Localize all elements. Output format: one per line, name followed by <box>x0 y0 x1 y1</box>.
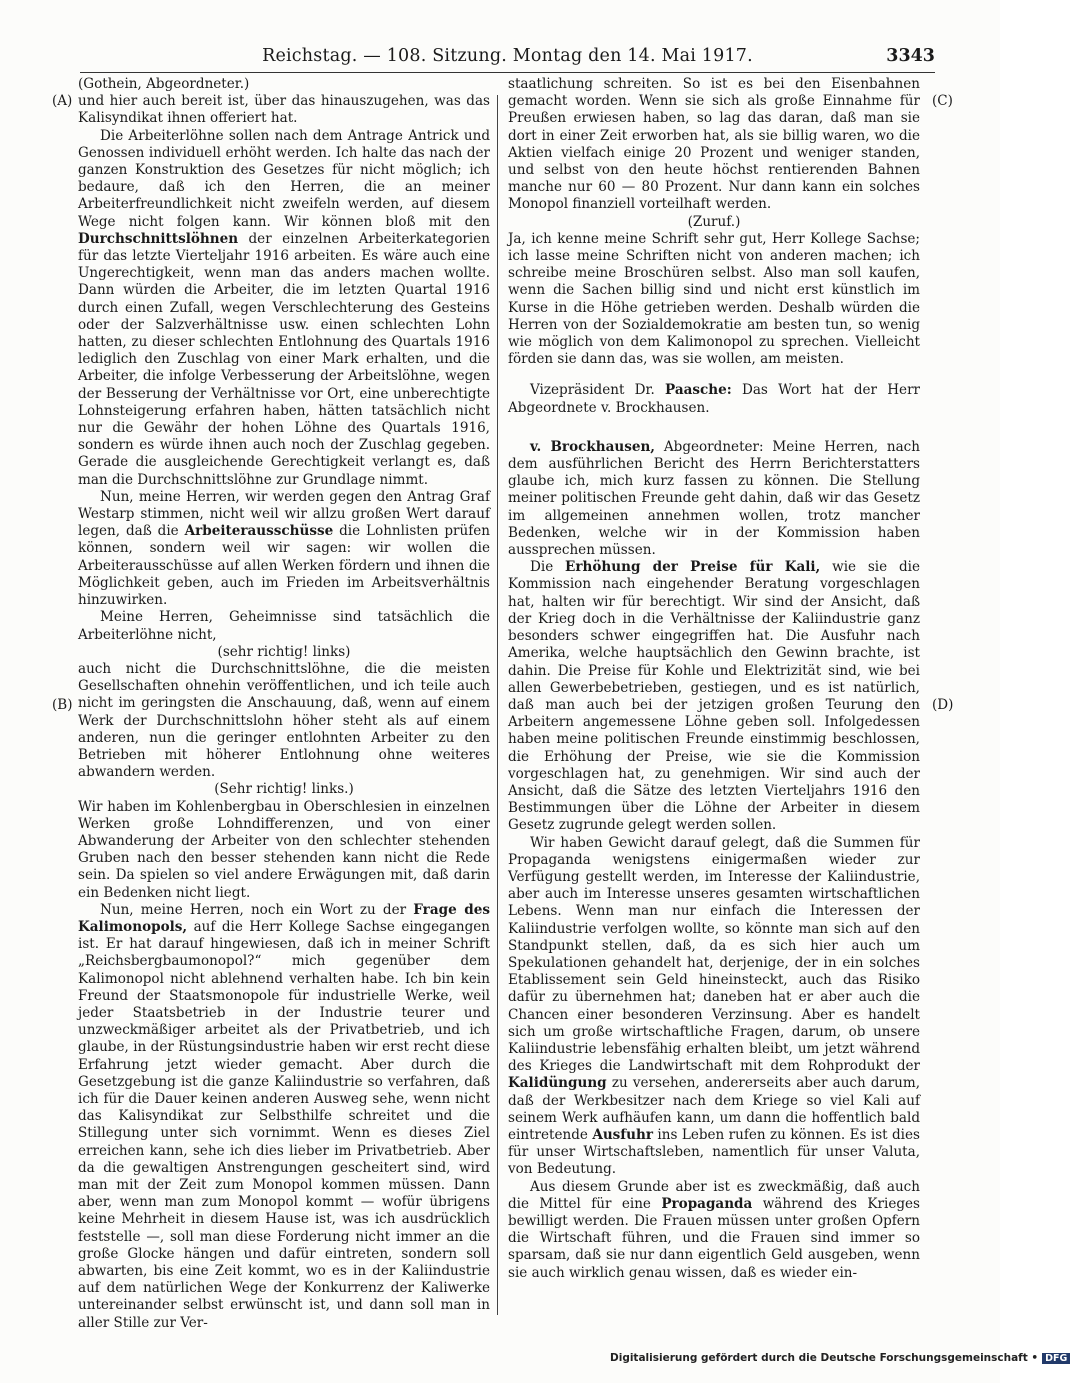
text-run: Aus diesem Grunde aber ist es zweckmäßig, daß auch die Mittel für eine <box>508 1178 920 1212</box>
paragraph <box>508 559 920 834</box>
text-run: Abgeordneter: Meine Herren, nach dem ausführlichen Bericht des Herrn Berichterstatters glaube ich, mich kurz fassen zu können. Die Stellung meiner politischen Freunde geht dahin, daß wir das Gesetz im allgemeinen annehmen wollen, trotz mancher Bedenken, welche wir in der Kommission haben aussprechen müssen. <box>508 438 920 559</box>
paragraph <box>508 1179 920 1282</box>
paragraph <box>78 902 490 1332</box>
paragraph <box>508 382 920 416</box>
emphasis: Durchschnittslöhnen <box>78 230 239 247</box>
text-run: Die Arbeiterlöhne sollen nach dem Antrage Antrick und Genossen individuell erhöht werden. Ich halte das nach der ganzen Konstruktion des Gesetzes für nicht möglich; ich bedaure, daß ich den Herren, die an meiner Arbeiterfreundlichkeit nicht zweifeln werden, auf diesem Wege nicht folgen kann. Wir können bloß mit den <box>78 127 490 230</box>
text-run: während des Krieges bewilligt werden. Die Frauen müssen unter großen Opfern die Wirtschaft führen, und die Frauen sind immer so sparsam, daß sie nur dann eigentlich Geld ausgeben, wenn sie auch wirklich genau wissen, daß es wieder ein- <box>508 1195 920 1281</box>
column-divider <box>497 95 498 1315</box>
paragraph: Ja, ich kenne meine Schrift sehr gut, Herr Kollege Sachse; ich lasse meine Schriften nicht von anderen machen; ich schreibe meine Broschüren selbst. Also man soll kaufen, wenn die Sachen billig sind und nicht erst künstlich im Kurse in die Höhe getrieben werden. Deshalb würden die Herren von der Sozialdemokratie am besten tun, so wenig wie möglich von dem Kalimonopol zu sprechen. Vielleicht förden sie dann das, was sie wollen, am meisten. <box>508 230 920 368</box>
page-header <box>80 44 935 70</box>
speaker-label: (Gothein, Abgeordneter.) <box>78 76 250 92</box>
text-run: die Lohnlisten prüfen können, sondern weil wir sagen: wir wollen die Arbeiterausschüsse auf allen Werken fördern und ihnen die Möglichkeit geben, auch im Frieden im Arbeitsverhältnis hinzuwirken. <box>78 523 490 609</box>
text-run: Nun, meine Herren, noch ein Wort zu der <box>100 901 407 918</box>
running-title: Reichstag. — 108. Sitzung. Montag den 14. Mai 1917. <box>262 46 753 66</box>
page-number: 3343 <box>886 46 935 66</box>
text-run: wie sie die Kommission nach eingehender Beratung vorgeschlagen hat, halten wir für berechtigt. Wir sind der Ansicht, daß der Krieg doch in die Verhältnisse der Kaliindustrie ganz besonders schwer eingegriffen hat. Die Ausfuhr nach Amerika, welche hauptsächlich den Gewinn brachte, ist dahin. Die Preise für Kohle und Elektrizität sind, wie bei allen Gewerbebetrieben, gestiegen, und es ist natürlich, daß man auch bei der jetzigen großen Teurung den Arbeitern angemessene Löhne geben soll. Infolgedessen haben meine politischen Freunde einstimmig beschlossen, die Erhöhung der Preise, wie sie die Kommission vorgeschlagen hat, zu genehmigen. Wir sind auch der Ansicht, daß die Sätze des letzten Vierteljahrs 1916 den Bestimmungen über die Löhne der Arbeiter in diesem Gesetz zugrunde gelegt werden sollen. <box>508 559 920 834</box>
paragraph <box>78 128 490 489</box>
emphasis: Arbeiterausschüsse <box>184 523 334 540</box>
speaker-name: Paasche: <box>665 382 732 399</box>
paragraph: Wir haben im Kohlenbergbau in Oberschlesien in einzelnen Werken große Lohndifferenzen, und von einer Abwanderung der Arbeiter von den schlechter stehenden Gruben nach den besser stehenden kann nicht die Rede sein. Da spielen so viel andere Erwägungen mit, daß darin ein Bedenken nicht liegt. <box>78 798 490 901</box>
text-run: zu versehen, andererseits aber auch darum, daß der Werkbesitzer nach dem Kriege so viel Kali auf seinem Werk aufhäufen kann, um dann die hoffentlich bald eintretende <box>508 1075 920 1143</box>
paragraph: auch nicht die Durchschnittslöhne, die die meisten Gesellschaften ohnehin veröffentlichen, und ich teile auch nicht im geringsten die Anschauung, daß, wenn auf einem Werk der Durchschnittslohn höher steht als auf einem anderen, nun die geringer entlohnten Arbeiter zu den Betrieben mit höherer Entlohnung ohne weiteres abwandern werden. <box>78 660 490 781</box>
paragraph <box>508 439 920 559</box>
text-run: auf die Herr Kollege Sachse eingegangen ist. Er hat darauf hingewiesen, daß ich in meiner Schrift „Reichsbergbaumonopol?“ mich gegenüber dem Kalimonopol nicht ablehnend verhalten habe. Ich bin kein Freund der Staatsmonopole für industrielle Werke, weil jeder Staatsbetrieb in der Industrie teurer und unzweckmäßiger arbeitet als der Privatbetrieb, und ich glaube, in der Rüstungsindustrie haben wir erst recht diese Erfahrung jetzt wieder gemacht. Aber durch die Gesetzgebung ist die ganze Kaliindustrie so verfahren, daß ich für die Dauer keinen anderen Ausweg sehe, wenn nicht das Kalisyndikat zur Selbsthilfe schreitet und die Stillegung unter sich vornimmt. Wenn es dieses Ziel erreichen kann, sehe ich dies lieber im Privatbetrieb. Aber da die gewaltigen Anstrengungen gescheitert sind, wird man mit der Zeit zum Monopol kommen müssen. Dann aber, wenn man zum Monopol kommt — wofür übrigens keine Mehrheit in diesem Hause ist, was ich ausdrücklich feststelle —, soll man diese Forderung nicht immer an die große Glocke hängen und dafür eintreten, sondern soll abwarten, bis eine Zeit kommt, wo es in der Kaliindustrie auf dem natürlichen Wege der Konkurrenz der Kaliwerke untereinander selbst erwünscht ist, und dann soll man in aller Stille zur Ver- <box>78 918 490 1331</box>
emphasis: Kalidüngung <box>508 1075 607 1092</box>
emphasis: Propaganda <box>661 1195 753 1212</box>
margin-mark-c: (C) <box>932 93 953 109</box>
header-rule <box>80 72 935 73</box>
text-run: Nun, meine Herren, wir werden gegen den Antrag Graf Westarp stimmen, nicht weil wir allzu großen Wert darauf legen, daß die <box>78 488 490 540</box>
paragraph: staatlichung schreiten. So ist es bei den Eisenbahnen gemacht worden. Wenn sie sich als große Einnahme für Preußen erwiesen haben, so lag das daran, daß man sie dort in einer Zeit erworben hat, als sie billig waren, wo die Aktien vielfach einige 20 Prozent und weniger standen, und selbst von den heute höchst rentierenden Bahnen manche nur 60 — 80 Prozent. Nur dann kann ein solches Monopol finanziell vorteilhaft werden. <box>508 76 920 213</box>
paragraph: und hier auch bereit ist, über das hinauszugehen, was das Kalisyndikat ihnen offeriert hat. <box>78 93 490 127</box>
margin-mark-a: (A) <box>52 93 73 109</box>
interjection: (Zuruf.) <box>687 213 741 230</box>
speaker-name: v. Brockhausen, <box>530 438 656 455</box>
interjection: (Sehr richtig! links.) <box>214 781 354 798</box>
text-run: Das Wort hat der Herr Abgeordnete v. Brockhausen. <box>508 382 921 416</box>
dfg-logo: DFG <box>1042 1353 1070 1364</box>
text-run: ins Leben rufen zu können. Es ist dies für unser Wirtschaftsleben, namentlich für unser Valuta, von Bedeutung. <box>508 1126 920 1178</box>
spacer <box>508 368 920 382</box>
paragraph <box>508 835 920 1179</box>
text-run: Die <box>530 559 554 576</box>
text-run: Vizepräsident Dr. <box>530 382 655 399</box>
paragraph <box>78 489 490 609</box>
text-run: Wir haben Gewicht darauf gelegt, daß die Summen für Propaganda wenigstens einigermaßen wieder zur Verfügung gestellt werden, im Interesse der Kaliindustrie, aber auch im Interesse unseres gesamten wirtschaftlichen Lebens. Wenn man nur einfach die Interessen der Kaliindustrie verfolgen wollte, so könnte man sich auf den Standpunkt stellen, daß, da es sich hier auch um Spekulationen gehandelt hat, derjenige, der in ein solches Etablissement sein Geld hineinsteckt, auch das Risiko dafür zu übernehmen hat; daneben hat er aber auch die Chancen einer besonderen Verzinsung. Aber es handelt sich um große wirtschaftliche Fragen, darum, ob unsere Kaliindustrie lebensfähig erhalten bleibt, um jetzt während des Krieges die Landwirtschaft mit dem Rohprodukt der <box>508 834 920 1075</box>
interjection: (sehr richtig! links) <box>217 643 351 660</box>
spacer <box>508 417 920 439</box>
digitization-credit <box>610 1352 1070 1364</box>
paragraph: Meine Herren, Geheimnisse sind tatsächlich die Arbeiterlöhne nicht, <box>78 609 490 643</box>
margin-mark-b: (B) <box>52 697 73 713</box>
emphasis: Erhöhung der Preise für Kali, <box>565 559 821 576</box>
right-column <box>508 76 920 1282</box>
left-column <box>78 76 490 1332</box>
emphasis: Frage des Kalimonopols, <box>78 901 491 935</box>
margin-mark-d: (D) <box>932 697 954 713</box>
text-run: der einzelnen Arbeiterkategorien für das letzte Vierteljahr 1916 arbeiten. Es wäre auch eine Ungerechtigkeit, wenn man das anders machen wollte. Dann würden die Arbeiter, die im letzten Quartal 1916 durch einen Zufall, wegen Verschlechterung des Gesteins oder der Salzverhältnisse usw. einen schlechten Lohn hatten, zu dieser schlechten Entlohnung des Quartals 1916 lediglich den Zuschlag von einer Mark erhalten, und die Arbeiter, die infolge Verbesserung der Arbeitslöhne, wegen der Besserung der Verhältnisse vor Ort, eine unberechtigte Lohnsteigerung erfahren haben, hätten tatsächlich nicht nur die Gewähr der hohen Löhne des Quartals 1916, sondern es würde ihnen auch noch der Zuschlag gegeben. Gerade die ausgleichende Gerechtigkeit verlangt es, daß man die Durchschnittslöhne zur Grundlage nimmt. <box>78 230 490 488</box>
credit-text: Digitalisierung gefördert durch die Deutsche Forschungsgemeinschaft • <box>610 1352 1039 1364</box>
emphasis: Ausfuhr <box>592 1126 653 1143</box>
